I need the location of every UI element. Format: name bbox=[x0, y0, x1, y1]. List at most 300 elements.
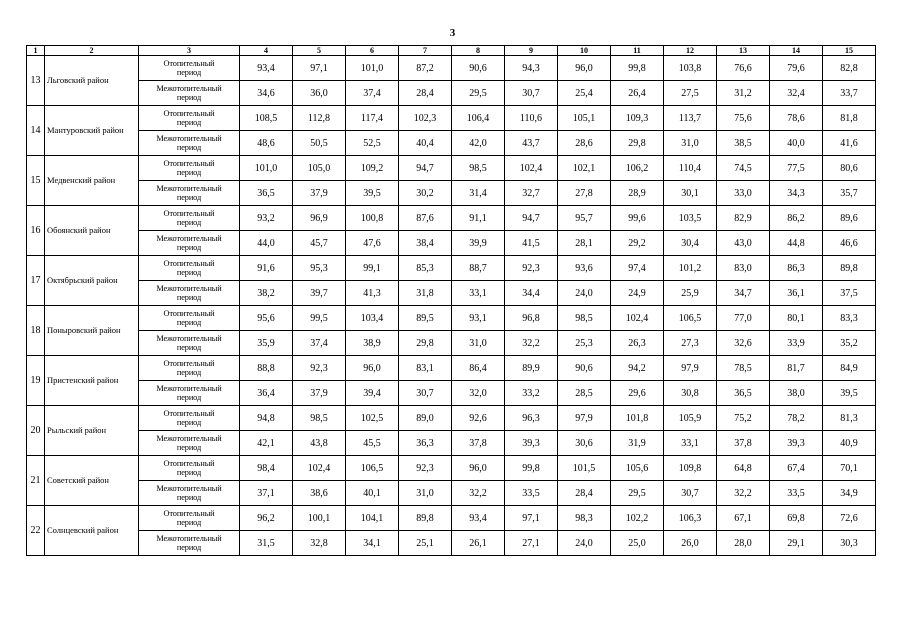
value-cell: 80,6 bbox=[823, 156, 876, 181]
value-cell: 102,2 bbox=[611, 506, 664, 531]
value-cell: 32,6 bbox=[717, 331, 770, 356]
value-cell: 75,6 bbox=[717, 106, 770, 131]
value-cell: 38,6 bbox=[293, 481, 346, 506]
value-cell: 77,5 bbox=[770, 156, 823, 181]
district-name: Советский район bbox=[45, 456, 139, 506]
value-cell: 113,7 bbox=[664, 106, 717, 131]
value-cell: 32,2 bbox=[505, 331, 558, 356]
value-cell: 48,6 bbox=[240, 131, 293, 156]
period-label-line1: Отопительный bbox=[163, 109, 215, 118]
value-cell: 40,4 bbox=[399, 131, 452, 156]
column-number-5: 5 bbox=[293, 46, 346, 56]
value-cell: 81,3 bbox=[823, 406, 876, 431]
value-cell: 24,0 bbox=[558, 531, 611, 556]
value-cell: 109,8 bbox=[664, 456, 717, 481]
period-label bbox=[139, 81, 240, 106]
value-cell: 43,7 bbox=[505, 131, 558, 156]
value-cell: 101,0 bbox=[346, 56, 399, 81]
value-cell: 37,9 bbox=[293, 381, 346, 406]
value-cell: 112,8 bbox=[293, 106, 346, 131]
value-cell: 89,0 bbox=[399, 406, 452, 431]
value-cell: 77,0 bbox=[717, 306, 770, 331]
value-cell: 33,1 bbox=[452, 281, 505, 306]
period-label-line2: период bbox=[176, 393, 202, 402]
table-row bbox=[27, 431, 876, 456]
value-cell: 38,5 bbox=[717, 131, 770, 156]
value-cell: 105,0 bbox=[293, 156, 346, 181]
value-cell: 50,5 bbox=[293, 131, 346, 156]
table-row bbox=[27, 281, 876, 306]
value-cell: 97,9 bbox=[558, 406, 611, 431]
value-cell: 95,6 bbox=[240, 306, 293, 331]
period-label bbox=[139, 206, 240, 231]
period-label-line1: Межотопительный bbox=[156, 84, 222, 93]
period-label-line2: период bbox=[176, 543, 202, 552]
district-name: Медвенский район bbox=[45, 156, 139, 206]
value-cell: 37,4 bbox=[293, 331, 346, 356]
value-cell: 78,2 bbox=[770, 406, 823, 431]
period-label bbox=[139, 481, 240, 506]
value-cell: 34,3 bbox=[770, 181, 823, 206]
table-row bbox=[27, 206, 876, 231]
value-cell: 96,2 bbox=[240, 506, 293, 531]
value-cell: 106,5 bbox=[664, 306, 717, 331]
period-label bbox=[139, 156, 240, 181]
district-name: Октябрьский район bbox=[45, 256, 139, 306]
value-cell: 110,4 bbox=[664, 156, 717, 181]
value-cell: 98,5 bbox=[452, 156, 505, 181]
value-cell: 26,1 bbox=[452, 531, 505, 556]
value-cell: 28,6 bbox=[558, 131, 611, 156]
period-label-line2: период bbox=[176, 518, 202, 527]
value-cell: 99,1 bbox=[346, 256, 399, 281]
row-index: 17 bbox=[27, 256, 45, 306]
period-label bbox=[139, 181, 240, 206]
value-cell: 103,4 bbox=[346, 306, 399, 331]
value-cell: 94,8 bbox=[240, 406, 293, 431]
value-cell: 94,7 bbox=[505, 206, 558, 231]
value-cell: 38,0 bbox=[770, 381, 823, 406]
table-row bbox=[27, 156, 876, 181]
value-cell: 99,5 bbox=[293, 306, 346, 331]
column-number-11: 11 bbox=[611, 46, 664, 56]
value-cell: 36,3 bbox=[399, 431, 452, 456]
period-label bbox=[139, 281, 240, 306]
value-cell: 90,6 bbox=[452, 56, 505, 81]
value-cell: 102,5 bbox=[346, 406, 399, 431]
table-row bbox=[27, 506, 876, 531]
period-label-line2: период bbox=[176, 193, 202, 202]
column-number-13: 13 bbox=[717, 46, 770, 56]
column-number-1: 1 bbox=[27, 46, 45, 56]
period-label-line2: период bbox=[176, 343, 202, 352]
value-cell: 86,4 bbox=[452, 356, 505, 381]
value-cell: 29,8 bbox=[611, 131, 664, 156]
value-cell: 32,2 bbox=[452, 481, 505, 506]
value-cell: 99,8 bbox=[505, 456, 558, 481]
table-row bbox=[27, 531, 876, 556]
value-cell: 89,6 bbox=[823, 206, 876, 231]
value-cell: 52,5 bbox=[346, 131, 399, 156]
value-cell: 36,5 bbox=[717, 381, 770, 406]
value-cell: 28,5 bbox=[558, 381, 611, 406]
value-cell: 86,2 bbox=[770, 206, 823, 231]
value-cell: 28,4 bbox=[399, 81, 452, 106]
value-cell: 32,0 bbox=[452, 381, 505, 406]
value-cell: 117,4 bbox=[346, 106, 399, 131]
value-cell: 102,3 bbox=[399, 106, 452, 131]
value-cell: 91,1 bbox=[452, 206, 505, 231]
column-number-15: 15 bbox=[823, 46, 876, 56]
value-cell: 29,8 bbox=[399, 331, 452, 356]
row-index: 16 bbox=[27, 206, 45, 256]
district-name: Пристенский район bbox=[45, 356, 139, 406]
value-cell: 33,5 bbox=[770, 481, 823, 506]
value-cell: 25,9 bbox=[664, 281, 717, 306]
value-cell: 29,6 bbox=[611, 381, 664, 406]
table-body bbox=[27, 46, 876, 556]
table-row bbox=[27, 331, 876, 356]
period-label-line1: Отопительный bbox=[163, 59, 215, 68]
value-cell: 45,7 bbox=[293, 231, 346, 256]
value-cell: 76,6 bbox=[717, 56, 770, 81]
period-label-line1: Межотопительный bbox=[156, 534, 222, 543]
value-cell: 46,6 bbox=[823, 231, 876, 256]
period-label-line2: период bbox=[176, 318, 202, 327]
value-cell: 31,9 bbox=[611, 431, 664, 456]
value-cell: 34,9 bbox=[823, 481, 876, 506]
value-cell: 33,5 bbox=[505, 481, 558, 506]
value-cell: 106,5 bbox=[346, 456, 399, 481]
column-number-7: 7 bbox=[399, 46, 452, 56]
row-index: 13 bbox=[27, 56, 45, 106]
value-cell: 30,2 bbox=[399, 181, 452, 206]
value-cell: 67,1 bbox=[717, 506, 770, 531]
value-cell: 105,6 bbox=[611, 456, 664, 481]
value-cell: 45,5 bbox=[346, 431, 399, 456]
value-cell: 80,1 bbox=[770, 306, 823, 331]
value-cell: 36,1 bbox=[770, 281, 823, 306]
value-cell: 93,4 bbox=[452, 506, 505, 531]
value-cell: 110,6 bbox=[505, 106, 558, 131]
value-cell: 78,6 bbox=[770, 106, 823, 131]
period-label-line1: Отопительный bbox=[163, 359, 215, 368]
value-cell: 37,8 bbox=[717, 431, 770, 456]
period-label-line2: период bbox=[176, 468, 202, 477]
value-cell: 97,4 bbox=[611, 256, 664, 281]
value-cell: 24,9 bbox=[611, 281, 664, 306]
value-cell: 99,8 bbox=[611, 56, 664, 81]
table-row bbox=[27, 406, 876, 431]
table-row bbox=[27, 381, 876, 406]
value-cell: 37,4 bbox=[346, 81, 399, 106]
value-cell: 37,8 bbox=[452, 431, 505, 456]
value-cell: 83,1 bbox=[399, 356, 452, 381]
value-cell: 25,0 bbox=[611, 531, 664, 556]
value-cell: 97,1 bbox=[505, 506, 558, 531]
period-label-line1: Отопительный bbox=[163, 459, 215, 468]
value-cell: 109,2 bbox=[346, 156, 399, 181]
value-cell: 67,4 bbox=[770, 456, 823, 481]
value-cell: 104,1 bbox=[346, 506, 399, 531]
row-index: 18 bbox=[27, 306, 45, 356]
value-cell: 96,9 bbox=[293, 206, 346, 231]
value-cell: 83,3 bbox=[823, 306, 876, 331]
value-cell: 41,6 bbox=[823, 131, 876, 156]
period-label-line1: Межотопительный bbox=[156, 484, 222, 493]
value-cell: 89,5 bbox=[399, 306, 452, 331]
value-cell: 39,3 bbox=[505, 431, 558, 456]
value-cell: 94,2 bbox=[611, 356, 664, 381]
period-label bbox=[139, 456, 240, 481]
table-row bbox=[27, 456, 876, 481]
table-row bbox=[27, 106, 876, 131]
value-cell: 108,5 bbox=[240, 106, 293, 131]
value-cell: 27,8 bbox=[558, 181, 611, 206]
row-index: 15 bbox=[27, 156, 45, 206]
period-label-line2: период bbox=[176, 493, 202, 502]
period-label-line2: период bbox=[176, 143, 202, 152]
value-cell: 105,9 bbox=[664, 406, 717, 431]
period-label-line1: Отопительный bbox=[163, 259, 215, 268]
value-cell: 36,4 bbox=[240, 381, 293, 406]
period-label bbox=[139, 306, 240, 331]
value-cell: 92,3 bbox=[505, 256, 558, 281]
value-cell: 98,5 bbox=[293, 406, 346, 431]
value-cell: 69,8 bbox=[770, 506, 823, 531]
value-cell: 109,3 bbox=[611, 106, 664, 131]
value-cell: 39,5 bbox=[823, 381, 876, 406]
value-cell: 39,5 bbox=[346, 181, 399, 206]
period-label bbox=[139, 406, 240, 431]
row-index: 14 bbox=[27, 106, 45, 156]
value-cell: 38,2 bbox=[240, 281, 293, 306]
period-label bbox=[139, 531, 240, 556]
period-label-line2: период bbox=[176, 268, 202, 277]
value-cell: 101,0 bbox=[240, 156, 293, 181]
value-cell: 93,2 bbox=[240, 206, 293, 231]
period-label-line1: Отопительный bbox=[163, 509, 215, 518]
period-label-line1: Отопительный bbox=[163, 309, 215, 318]
table-row bbox=[27, 81, 876, 106]
value-cell: 44,0 bbox=[240, 231, 293, 256]
value-cell: 29,1 bbox=[770, 531, 823, 556]
value-cell: 32,7 bbox=[505, 181, 558, 206]
value-cell: 88,8 bbox=[240, 356, 293, 381]
value-cell: 93,4 bbox=[240, 56, 293, 81]
value-cell: 92,6 bbox=[452, 406, 505, 431]
column-number-10: 10 bbox=[558, 46, 611, 56]
value-cell: 102,4 bbox=[611, 306, 664, 331]
value-cell: 39,9 bbox=[452, 231, 505, 256]
value-cell: 30,3 bbox=[823, 531, 876, 556]
value-cell: 30,1 bbox=[664, 181, 717, 206]
value-cell: 42,0 bbox=[452, 131, 505, 156]
value-cell: 72,6 bbox=[823, 506, 876, 531]
value-cell: 82,8 bbox=[823, 56, 876, 81]
value-cell: 25,4 bbox=[558, 81, 611, 106]
value-cell: 34,4 bbox=[505, 281, 558, 306]
value-cell: 98,4 bbox=[240, 456, 293, 481]
value-cell: 83,0 bbox=[717, 256, 770, 281]
column-number-3: 3 bbox=[139, 46, 240, 56]
value-cell: 25,1 bbox=[399, 531, 452, 556]
period-label-line1: Межотопительный bbox=[156, 134, 222, 143]
district-name: Солнцевский район bbox=[45, 506, 139, 556]
value-cell: 96,3 bbox=[505, 406, 558, 431]
value-cell: 98,5 bbox=[558, 306, 611, 331]
district-name: Мантуровский район bbox=[45, 106, 139, 156]
value-cell: 102,4 bbox=[293, 456, 346, 481]
value-cell: 97,9 bbox=[664, 356, 717, 381]
value-cell: 38,9 bbox=[346, 331, 399, 356]
value-cell: 36,5 bbox=[240, 181, 293, 206]
value-cell: 74,5 bbox=[717, 156, 770, 181]
value-cell: 25,3 bbox=[558, 331, 611, 356]
value-cell: 26,4 bbox=[611, 81, 664, 106]
value-cell: 95,3 bbox=[293, 256, 346, 281]
period-label-line1: Межотопительный bbox=[156, 284, 222, 293]
value-cell: 40,9 bbox=[823, 431, 876, 456]
period-label-line2: период bbox=[176, 368, 202, 377]
value-cell: 40,1 bbox=[346, 481, 399, 506]
period-label-line1: Отопительный bbox=[163, 409, 215, 418]
value-cell: 28,4 bbox=[558, 481, 611, 506]
period-label bbox=[139, 56, 240, 81]
value-cell: 43,8 bbox=[293, 431, 346, 456]
column-number-9: 9 bbox=[505, 46, 558, 56]
value-cell: 31,0 bbox=[452, 331, 505, 356]
value-cell: 42,1 bbox=[240, 431, 293, 456]
period-label-line1: Межотопительный bbox=[156, 184, 222, 193]
period-label-line1: Отопительный bbox=[163, 159, 215, 168]
value-cell: 47,6 bbox=[346, 231, 399, 256]
value-cell: 89,8 bbox=[399, 506, 452, 531]
district-name: Льговский район bbox=[45, 56, 139, 106]
value-cell: 79,6 bbox=[770, 56, 823, 81]
column-number-6: 6 bbox=[346, 46, 399, 56]
value-cell: 92,3 bbox=[293, 356, 346, 381]
value-cell: 92,3 bbox=[399, 456, 452, 481]
value-cell: 30,7 bbox=[664, 481, 717, 506]
value-cell: 94,7 bbox=[399, 156, 452, 181]
column-number-14: 14 bbox=[770, 46, 823, 56]
value-cell: 31,8 bbox=[399, 281, 452, 306]
period-label bbox=[139, 231, 240, 256]
period-label bbox=[139, 331, 240, 356]
value-cell: 100,1 bbox=[293, 506, 346, 531]
period-label-line2: период bbox=[176, 93, 202, 102]
period-label-line2: период bbox=[176, 118, 202, 127]
value-cell: 27,5 bbox=[664, 81, 717, 106]
value-cell: 37,1 bbox=[240, 481, 293, 506]
period-label-line1: Межотопительный bbox=[156, 384, 222, 393]
value-cell: 38,4 bbox=[399, 231, 452, 256]
value-cell: 93,1 bbox=[452, 306, 505, 331]
value-cell: 33,9 bbox=[770, 331, 823, 356]
value-cell: 95,7 bbox=[558, 206, 611, 231]
value-cell: 101,8 bbox=[611, 406, 664, 431]
value-cell: 82,9 bbox=[717, 206, 770, 231]
value-cell: 31,2 bbox=[717, 81, 770, 106]
table-row bbox=[27, 356, 876, 381]
value-cell: 39,7 bbox=[293, 281, 346, 306]
value-cell: 32,4 bbox=[770, 81, 823, 106]
period-label-line2: период bbox=[176, 243, 202, 252]
value-cell: 101,5 bbox=[558, 456, 611, 481]
value-cell: 84,9 bbox=[823, 356, 876, 381]
period-label bbox=[139, 506, 240, 531]
value-cell: 88,7 bbox=[452, 256, 505, 281]
value-cell: 35,9 bbox=[240, 331, 293, 356]
value-cell: 86,3 bbox=[770, 256, 823, 281]
value-cell: 30,7 bbox=[399, 381, 452, 406]
value-cell: 41,3 bbox=[346, 281, 399, 306]
value-cell: 31,5 bbox=[240, 531, 293, 556]
value-cell: 44,8 bbox=[770, 231, 823, 256]
value-cell: 75,2 bbox=[717, 406, 770, 431]
row-index: 21 bbox=[27, 456, 45, 506]
value-cell: 33,1 bbox=[664, 431, 717, 456]
value-cell: 31,0 bbox=[399, 481, 452, 506]
value-cell: 28,9 bbox=[611, 181, 664, 206]
value-cell: 27,3 bbox=[664, 331, 717, 356]
period-label-line2: период bbox=[176, 293, 202, 302]
value-cell: 29,2 bbox=[611, 231, 664, 256]
value-cell: 100,8 bbox=[346, 206, 399, 231]
value-cell: 90,6 bbox=[558, 356, 611, 381]
value-cell: 34,7 bbox=[717, 281, 770, 306]
value-cell: 78,5 bbox=[717, 356, 770, 381]
value-cell: 94,3 bbox=[505, 56, 558, 81]
value-cell: 91,6 bbox=[240, 256, 293, 281]
table-row bbox=[27, 256, 876, 281]
period-label-line1: Межотопительный bbox=[156, 434, 222, 443]
value-cell: 87,2 bbox=[399, 56, 452, 81]
column-number-8: 8 bbox=[452, 46, 505, 56]
period-label bbox=[139, 256, 240, 281]
value-cell: 93,6 bbox=[558, 256, 611, 281]
value-cell: 27,1 bbox=[505, 531, 558, 556]
row-index: 20 bbox=[27, 406, 45, 456]
data-table bbox=[26, 45, 876, 556]
page-number: 3 bbox=[449, 27, 456, 39]
value-cell: 35,2 bbox=[823, 331, 876, 356]
table-row bbox=[27, 306, 876, 331]
value-cell: 89,8 bbox=[823, 256, 876, 281]
value-cell: 31,0 bbox=[664, 131, 717, 156]
district-name: Рыльский район bbox=[45, 406, 139, 456]
value-cell: 39,3 bbox=[770, 431, 823, 456]
value-cell: 26,3 bbox=[611, 331, 664, 356]
table-row bbox=[27, 481, 876, 506]
value-cell: 70,1 bbox=[823, 456, 876, 481]
column-number-4: 4 bbox=[240, 46, 293, 56]
table-row bbox=[27, 131, 876, 156]
value-cell: 34,6 bbox=[240, 81, 293, 106]
row-index: 22 bbox=[27, 506, 45, 556]
period-label bbox=[139, 431, 240, 456]
value-cell: 30,6 bbox=[558, 431, 611, 456]
value-cell: 33,2 bbox=[505, 381, 558, 406]
value-cell: 103,5 bbox=[664, 206, 717, 231]
district-name: Поныровский район bbox=[45, 306, 139, 356]
value-cell: 37,9 bbox=[293, 181, 346, 206]
value-cell: 64,8 bbox=[717, 456, 770, 481]
period-label-line1: Межотопительный bbox=[156, 234, 222, 243]
value-cell: 106,3 bbox=[664, 506, 717, 531]
table-row bbox=[27, 56, 876, 81]
